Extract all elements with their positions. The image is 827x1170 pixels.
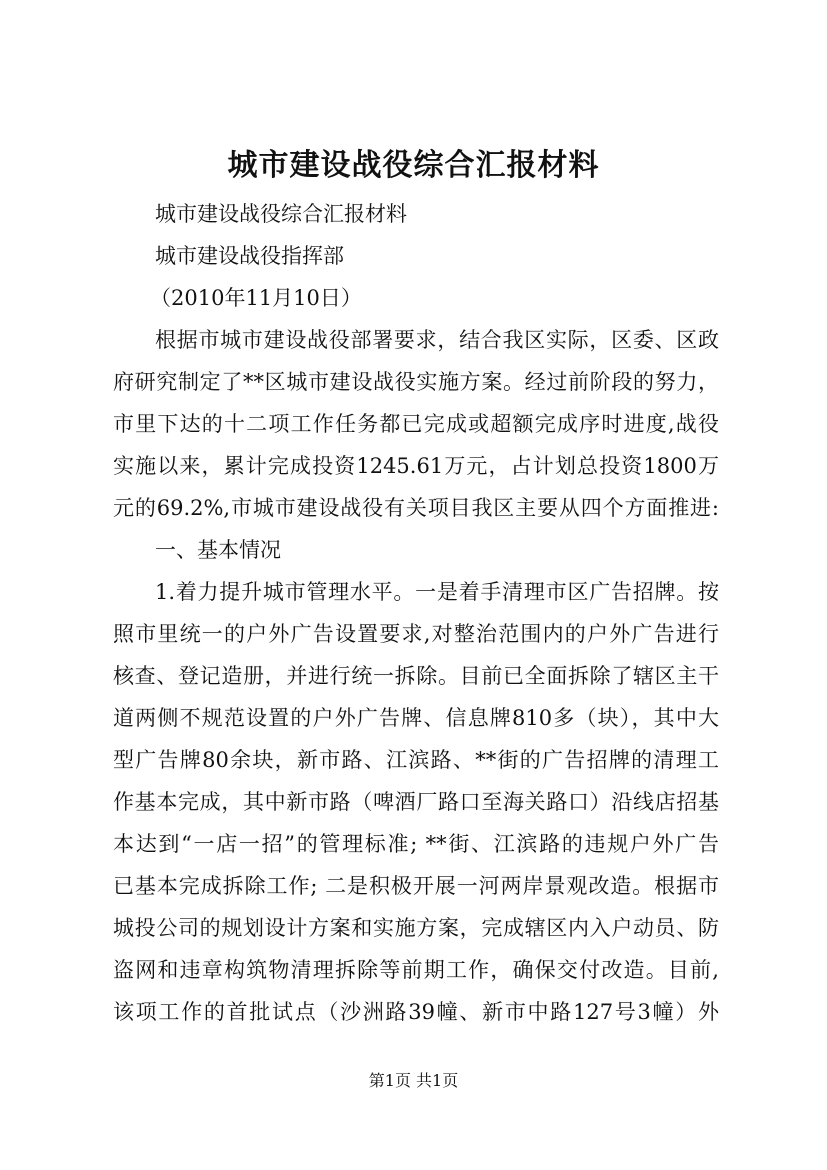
page-footer: 第1页 共1页 <box>368 1071 459 1090</box>
document-title: 城市建设战役综合汇报材料 <box>227 148 600 183</box>
paragraph-line: 该项工作的首批试点（沙洲路39幢、新市中路127号3幢）外 <box>113 1000 719 1024</box>
paragraph-line: 实施以来，累计完成投资1245.61万元，占计划总投资1800万 <box>113 454 719 478</box>
paragraph-line: 盗网和违章构筑物清理拆除等前期工作，确保交付改造。目前, <box>113 958 719 982</box>
paragraph-line: 已基本完成拆除工作; 二是积极开展一河两岸景观改造。根据市 <box>113 874 719 898</box>
author-line: 城市建设战役指挥部 <box>155 244 344 268</box>
subtitle-line: 城市建设战役综合汇报材料 <box>155 202 407 226</box>
paragraph-line: 照市里统一的户外广告设置要求,对整治范围内的户外广告进行 <box>113 622 719 646</box>
paragraph-line: 根据市城市建设战役部署要求，结合我区实际，区委、区政 <box>155 328 719 352</box>
paragraph-line: 道两侧不规范设置的户外广告牌、信息牌810多（块），其中大 <box>113 706 719 730</box>
paragraph-line: 本达到“一店一招”的管理标准; **街、江滨路的违规户外广告 <box>113 832 719 856</box>
paragraph-line: 府研究制定了**区城市建设战役实施方案。经过前阶段的努力， <box>113 370 719 394</box>
paragraph-line: 型广告牌80余块，新市路、江滨路、**街的广告招牌的清理工 <box>113 748 719 772</box>
paragraph-line: 1.着力提升城市管理水平。一是着手清理市区广告招牌。按 <box>155 580 719 604</box>
paragraph-line: 核查、登记造册，并进行统一拆除。目前已全面拆除了辖区主干 <box>113 664 719 688</box>
paragraph-line: 元的69.2%,市城市建设战役有关项目我区主要从四个方面推进: <box>113 496 719 520</box>
date-line: （2010年11月10日） <box>150 286 362 310</box>
paragraph-line: 作基本完成，其中新市路（啤酒厂路口至海关路口）沿线店招基 <box>113 790 719 814</box>
paragraph-line: 市里下达的十二项工作任务都已完成或超额完成序时进度,战役 <box>113 412 719 436</box>
section-heading: 一、基本情况 <box>155 538 281 562</box>
paragraph-line: 城投公司的规划设计方案和实施方案，完成辖区内入户动员、防 <box>113 916 719 940</box>
